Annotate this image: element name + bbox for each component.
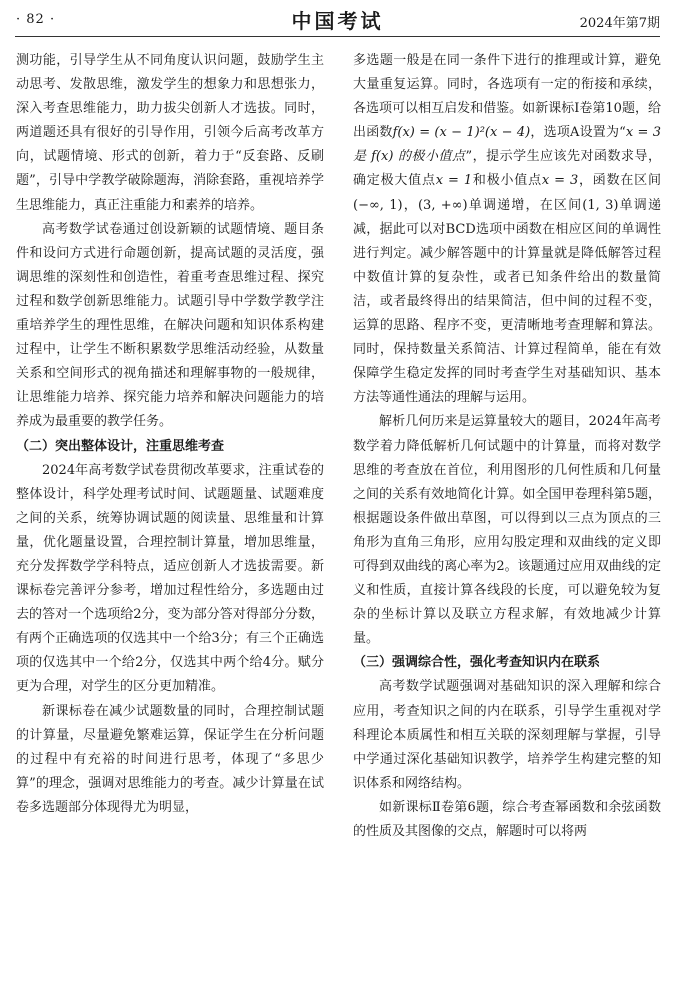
text-run: 多选题一般是在同一条件下进行的推理或计算，避免大量重复运算。同时，各选项有一定的衔接和承续，各选项可以相互启发和借鉴。如新课标Ⅰ卷第10题，给出函数 bbox=[353, 53, 661, 141]
paragraph: 新课标卷在减少试题数量的同时，合理控制试题的计算量，尽量避免繁难运算，保证学生在分析问题的过程中有充裕的时间进行思考，体现了“多思少算”的理念，强调对思维能力的考查。减少计算量在试卷多选题部分体现得尤为明显， bbox=[16, 703, 324, 815]
issue-label: 2024年第7期 bbox=[579, 16, 660, 31]
paragraph: 高考数学试题强调对基础知识的深入理解和综合应用，考查知识之间的内在联系，引导学生重视对学科理论本质属性和相互关联的深刻理解与掌握，引导中学通过深化基础知识教学，培养学生构建完整的知识体系和网络结构。 bbox=[353, 679, 661, 791]
header-divider bbox=[15, 36, 660, 37]
paragraph: 测功能，引导学生从不同角度认识问题，鼓励学生主动思考、发散思维，激发学生的想象力和思想张力，深入考查思维能力，助力拔尖创新人才选拔。同时，两道题还具有很好的引导作用，引领今后高考改革方向，试题情境、形式的创新，着力于“反套路、反刷题”，引导中学教学破除题海，消除套路，重视培养学生思维能力，真正注重能力和素养的培养。 bbox=[16, 53, 324, 213]
paragraph: 2024年高考数学试卷贯彻改革要求，注重试卷的整体设计，科学处理考试时间、试题题量、试题难度之间的关系，统筹协调试题的阅读量、思维量和计算量，优化题量设置，合理控制计算量，增加思维量，充分发挥数学学科特点，适应创新人才选拔需要。新课标卷完善评分参考，增加过程性给分，多选题由过去的答对一个选项给2分，变为部分答对得部分分数，有两个正确选项的仅选其中一个给3分；有三个正确选项的仅选其中一个给2分，仅选其中两个给4分。赋分更为合理，对学生的区分更加精准。 bbox=[16, 462, 324, 695]
paragraph bbox=[353, 49, 661, 410]
paragraph: 高考数学试卷通过创设新颖的试题情境、题目条件和设问方式进行命题创新，提高试题的灵活度，强调思维的深刻性和创造性，着重考查思维过程、探究过程和数学创新思维能力。试题引导中学数学教学注重培养学生的理性思维，在解决问题和知识体系构建过程中，让学生不断积累数学思维活动经验，从数量关系和空间形式的视角描述和理解事物的一般规律，让思维能力培养、探究能力培养和解决问题能力的培养成为最重要的教学任务。 bbox=[16, 221, 324, 430]
paragraph: 解析几何历来是运算量较大的题目，2024年高考数学着力降低解析几何试题中的计算量，而将对数学思维的考查放在首位，利用图形的几何性质和几何量之间的关系有效地简化计算。如全国甲卷理科第5题，根据题设条件做出草图，可以得到以三点为顶点的三角形为直角三角形，应用勾股定理和双曲线的定义即可得到双曲线的离心率为2。该题通过应用双曲线的定义和性质，直接计算各线段的长度，可以避免较为复杂的坐标计算以及联立方程求解，有效地减少计算量。 bbox=[353, 414, 661, 647]
text-run: 和极小值点 bbox=[472, 173, 542, 189]
math-expression: f(x) = (x − 1)²(x − 4) bbox=[392, 125, 531, 141]
right-column bbox=[353, 49, 661, 844]
math-expression: x = 3 bbox=[541, 173, 579, 189]
journal-title: 中国考试 bbox=[291, 9, 384, 33]
math-expression: x = 3 是 f(x) 的极小值点 bbox=[353, 125, 661, 165]
text-run: ，函数在区间(−∞, 1)，(3, +∞)单调递增，在区间(1, 3)单调递减，据此可以对BCD选项中函数在相应区间的单调性进行判定。减少解答题中的计算量就是降低解答过程中数值计算的复杂性，或者已知条件给出的数量简洁，或者最终得出的结果简洁，但中间的过程不变，运算的思路、程序不变，更清晰地考查理解和算法。同时，保持数量关系简洁、计算过程简单，能在有效保障学生稳定发挥的同时考查学生对基础知识、基本方法等通性通法的理解与运用。 bbox=[353, 173, 661, 406]
math-expression: x = 1 bbox=[435, 173, 473, 189]
page-number: · 82 · bbox=[16, 12, 56, 27]
text-run: ”，提示学生应该先对函数求导，确定极大值点 bbox=[353, 149, 661, 189]
page-header bbox=[0, 0, 675, 40]
section-heading: （二）突出整体设计，注重思维考查 bbox=[16, 438, 225, 454]
text-run: ，选项A设置为“ bbox=[530, 125, 626, 141]
paragraph: 如新课标Ⅱ卷第6题，综合考查幂函数和余弦函数的性质及其图像的交点，解题时可以将两 bbox=[353, 799, 661, 839]
section-heading: （三）强调综合性，强化考查知识内在联系 bbox=[353, 655, 601, 671]
left-column bbox=[16, 49, 324, 820]
